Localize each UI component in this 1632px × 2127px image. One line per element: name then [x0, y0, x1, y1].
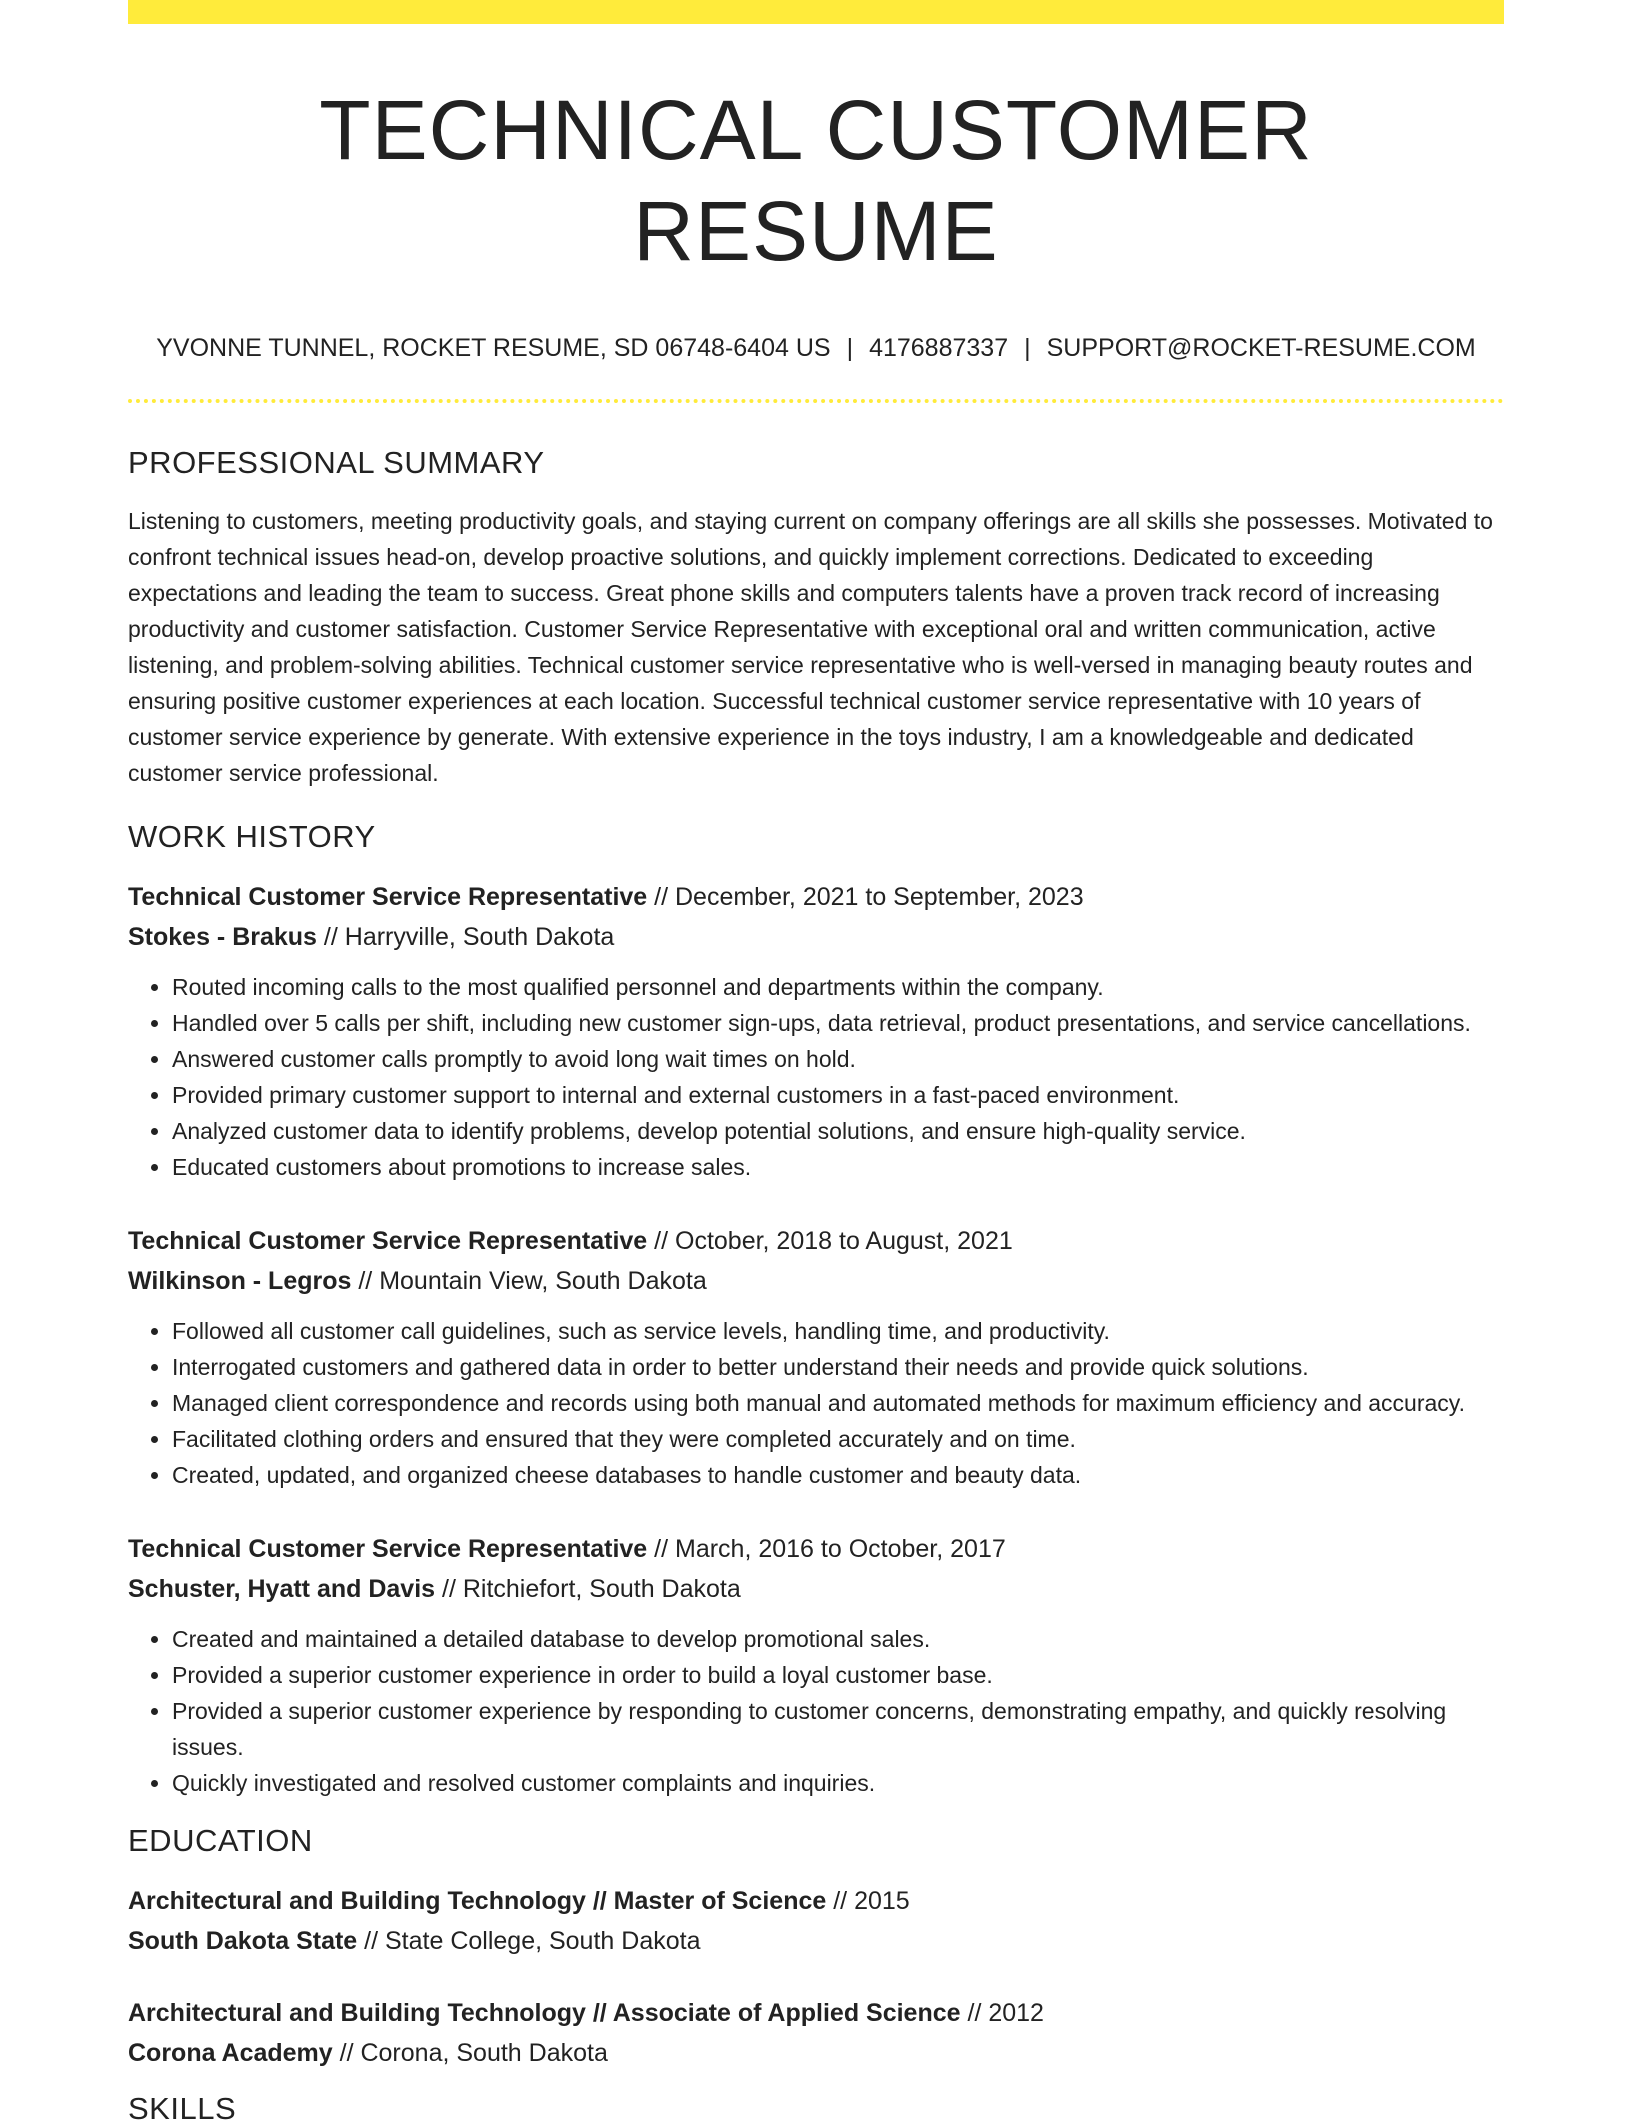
summary-text: Listening to customers, meeting productivity goals, and staying current on company offerings are all skills she possesses. Motivated to confront technical issues head-on, develop proactive solutions, and quickly implement corrections. Dedicated to exceeding expectations and leading the team to success. Great phone skills and computers talents have a proven track record of increasing productivity and customer satisfaction. Customer Service Representative with exceptional oral and written communication, active listening, and problem-solving abilities. Technical customer service representative who is well-versed in managing beauty routes and ensuring positive customer experiences at each location. Successful technical customer service representative with 10 years of customer service experience by generate. With extensive experience in the toys industry, I am a knowledgeable and dedicated customer service professional.	[128, 507, 1493, 786]
list-item: • Facilitated clothing orders and ensured that they were completed accurately and on time.	[172, 1421, 1504, 1457]
list-item: • Created, updated, and organized cheese databases to handle customer and beauty data.	[172, 1457, 1504, 1493]
contact-separator: |	[846, 333, 854, 362]
dotted-divider	[128, 399, 1504, 403]
list-item: • Managed client correspondence and records using both manual and automated methods for maximum efficiency and accuracy.	[172, 1385, 1504, 1421]
education-location: // State College, South Dakota	[364, 1926, 701, 1955]
list-item: • Interrogated customers and gathered data in order to better understand their needs and provide quick solutions.	[172, 1349, 1504, 1385]
job-company-line	[128, 1261, 1504, 1301]
job-entry	[128, 1529, 1504, 1801]
section-heading-work: WORK HISTORY	[128, 818, 376, 854]
education-degree-line	[128, 1881, 1504, 1921]
education-entry	[128, 1881, 1504, 1961]
contact-phone: 4176887337	[869, 333, 1009, 362]
list-item: • Analyzed customer data to identify problems, develop potential solutions, and ensure high-quality service.	[172, 1113, 1504, 1149]
list-item: • Educated customers about promotions to increase sales.	[172, 1149, 1504, 1185]
job-location: // Mountain View, South Dakota	[358, 1266, 707, 1295]
job-company: Stokes - Brakus	[128, 922, 317, 951]
job-title: Technical Customer Service Representative	[128, 1534, 648, 1563]
education-year: // 2015	[833, 1886, 910, 1915]
contact-separator: |	[1024, 333, 1031, 362]
education-degree: Architectural and Building Technology // Associate of Applied Science	[128, 1998, 961, 2027]
list-item: • Answered customer calls promptly to avoid long wait times on hold.	[172, 1041, 1504, 1077]
job-bullets	[128, 1313, 1504, 1493]
section-heading-summary: PROFESSIONAL SUMMARY	[128, 444, 545, 480]
job-company-line	[128, 917, 1504, 957]
job-entry	[128, 877, 1504, 1185]
job-dates: // March, 2016 to October, 2017	[654, 1534, 1006, 1563]
contact-line	[128, 334, 1504, 363]
section-heading-education: EDUCATION	[128, 1822, 313, 1858]
job-location: // Harryville, South Dakota	[323, 922, 615, 951]
list-item: • Followed all customer call guidelines, such as service levels, handling time, and productivity.	[172, 1313, 1504, 1349]
list-item: • Routed incoming calls to the most qualified personnel and departments within the company.	[172, 969, 1504, 1005]
accent-bar	[128, 0, 1504, 24]
list-item: • Provided a superior customer experience by responding to customer concerns, demonstrating empathy, and quickly resolving issues.	[172, 1693, 1504, 1765]
education-degree-line	[128, 1993, 1504, 2033]
education-degree: Architectural and Building Technology // Master of Science	[128, 1886, 827, 1915]
job-title: Technical Customer Service Representative	[128, 1226, 648, 1255]
section-heading-skills: SKILLS	[128, 2090, 237, 2126]
resume-title: TECHNICAL CUSTOMER RESUME	[319, 83, 1313, 278]
job-title-line	[128, 877, 1504, 917]
contact-email: SUPPORT@ROCKET-RESUME.COM	[1046, 333, 1476, 362]
list-item: • Created and maintained a detailed database to develop promotional sales.	[172, 1621, 1504, 1657]
job-company: Schuster, Hyatt and Davis	[128, 1574, 436, 1603]
education-school-line	[128, 1921, 1504, 1961]
job-company: Wilkinson - Legros	[128, 1266, 352, 1295]
list-item: • Provided primary customer support to internal and external customers in a fast-paced environment.	[172, 1077, 1504, 1113]
job-dates: // December, 2021 to September, 2023	[654, 882, 1084, 911]
education-year: // 2012	[967, 1998, 1044, 2027]
resume-page	[128, 0, 1504, 2127]
education-school: Corona Academy	[128, 2038, 333, 2067]
education-entry	[128, 1993, 1504, 2073]
education-location: // Corona, South Dakota	[339, 2038, 608, 2067]
job-bullets	[128, 969, 1504, 1185]
job-title-line	[128, 1221, 1504, 1261]
list-item: • Handled over 5 calls per shift, including new customer sign-ups, data retrieval, product presentations, and service cancellations.	[172, 1005, 1504, 1041]
job-entry	[128, 1221, 1504, 1493]
education-school-line	[128, 2033, 1504, 2073]
job-title: Technical Customer Service Representative	[128, 882, 648, 911]
job-dates: // October, 2018 to August, 2021	[654, 1226, 1013, 1255]
job-location: // Ritchiefort, South Dakota	[442, 1574, 741, 1603]
list-item: • Provided a superior customer experience in order to build a loyal customer base.	[172, 1657, 1504, 1693]
contact-address: YVONNE TUNNEL, ROCKET RESUME, SD 06748-6404 US	[156, 333, 831, 362]
education-school: South Dakota State	[128, 1926, 358, 1955]
job-bullets	[128, 1621, 1504, 1801]
list-item: • Quickly investigated and resolved customer complaints and inquiries.	[172, 1765, 1504, 1801]
job-company-line	[128, 1569, 1504, 1609]
job-title-line	[128, 1529, 1504, 1569]
